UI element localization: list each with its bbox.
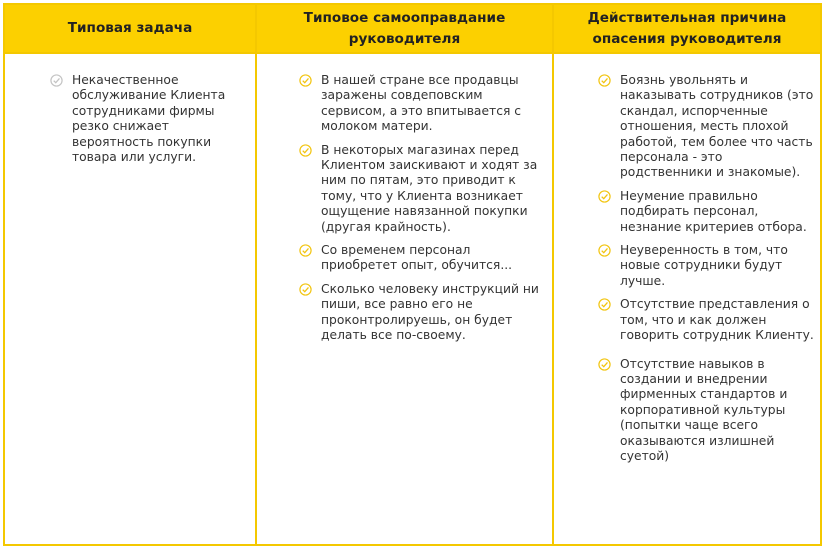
bullet-list xyxy=(299,73,547,352)
list-item xyxy=(598,357,814,465)
check-circle-icon xyxy=(598,74,611,87)
check-circle-icon xyxy=(598,190,611,203)
list-item-text: В некоторых магазинах перед Клиентом заискивают и ходят за ним по пятам, это приводит к тому, что у Клиента возникает ощущение навязанной покупки (другая крайность). xyxy=(321,142,538,234)
list-item xyxy=(50,73,250,165)
list-item xyxy=(598,297,814,343)
list-item-text: Боязнь увольнять и наказывать сотрудников (это скандал, испорченные отношения, месть плохой работой, тем более что часть персонала - это родственники и знакомые). xyxy=(620,73,814,180)
check-circle-icon xyxy=(598,358,611,371)
column-header xyxy=(5,5,255,54)
column-typical-task xyxy=(5,5,255,544)
column-header xyxy=(554,5,820,54)
column-header-label: Типовое самооправдание руководителя xyxy=(303,9,506,47)
check-circle-icon xyxy=(598,298,611,311)
list-item xyxy=(598,243,814,289)
list-item xyxy=(299,143,547,235)
column-self-justification xyxy=(255,5,552,544)
column-header-label: Действительная причина опасения руководителя xyxy=(587,9,787,47)
check-circle-icon xyxy=(299,244,312,257)
bullet-list xyxy=(598,73,814,472)
column-actual-reason xyxy=(552,5,820,544)
list-item xyxy=(299,73,547,135)
bullet-list xyxy=(50,73,250,173)
check-circle-icon xyxy=(299,74,312,87)
check-circle-icon xyxy=(299,144,312,157)
list-item-text: Неумение правильно подбирать персонал, незнание критериев отбора. xyxy=(620,188,807,234)
list-item xyxy=(598,73,814,181)
list-item xyxy=(299,282,547,344)
list-item-text: В нашей стране все продавцы заражены совдеповским сервисом, а это впитывается с молоком матери. xyxy=(321,73,522,134)
check-circle-icon xyxy=(50,74,63,87)
column-header xyxy=(257,5,552,54)
list-item-text: Некачественное обслуживание Клиента сотрудниками фирмы резко снижает вероятность покупки товара или услуги. xyxy=(72,73,226,165)
check-circle-icon xyxy=(299,283,312,296)
comparison-table xyxy=(3,3,822,546)
list-item xyxy=(299,243,547,274)
list-item-text: Отсутствие навыков в создании и внедрении фирменных стандартов и корпоративной культуры (попытки чаще всего оказываются излишней суетой) xyxy=(620,356,788,463)
list-item-text: Неуверенность в том, что новые сотрудники будут лучше. xyxy=(620,243,788,288)
list-item xyxy=(598,189,814,235)
list-item-text: Со временем персонал приобретет опыт, обучится... xyxy=(321,243,513,273)
check-circle-icon xyxy=(598,244,611,257)
list-item-text: Сколько человеку инструкций ни пиши, все равно его не проконтролируешь, он будет делать все по-своему. xyxy=(321,281,539,343)
column-header-label: Типовая задача xyxy=(67,20,193,36)
list-item-text: Отсутствие представления о том, что и как должен говорить сотрудник Клиенту. xyxy=(620,297,814,343)
